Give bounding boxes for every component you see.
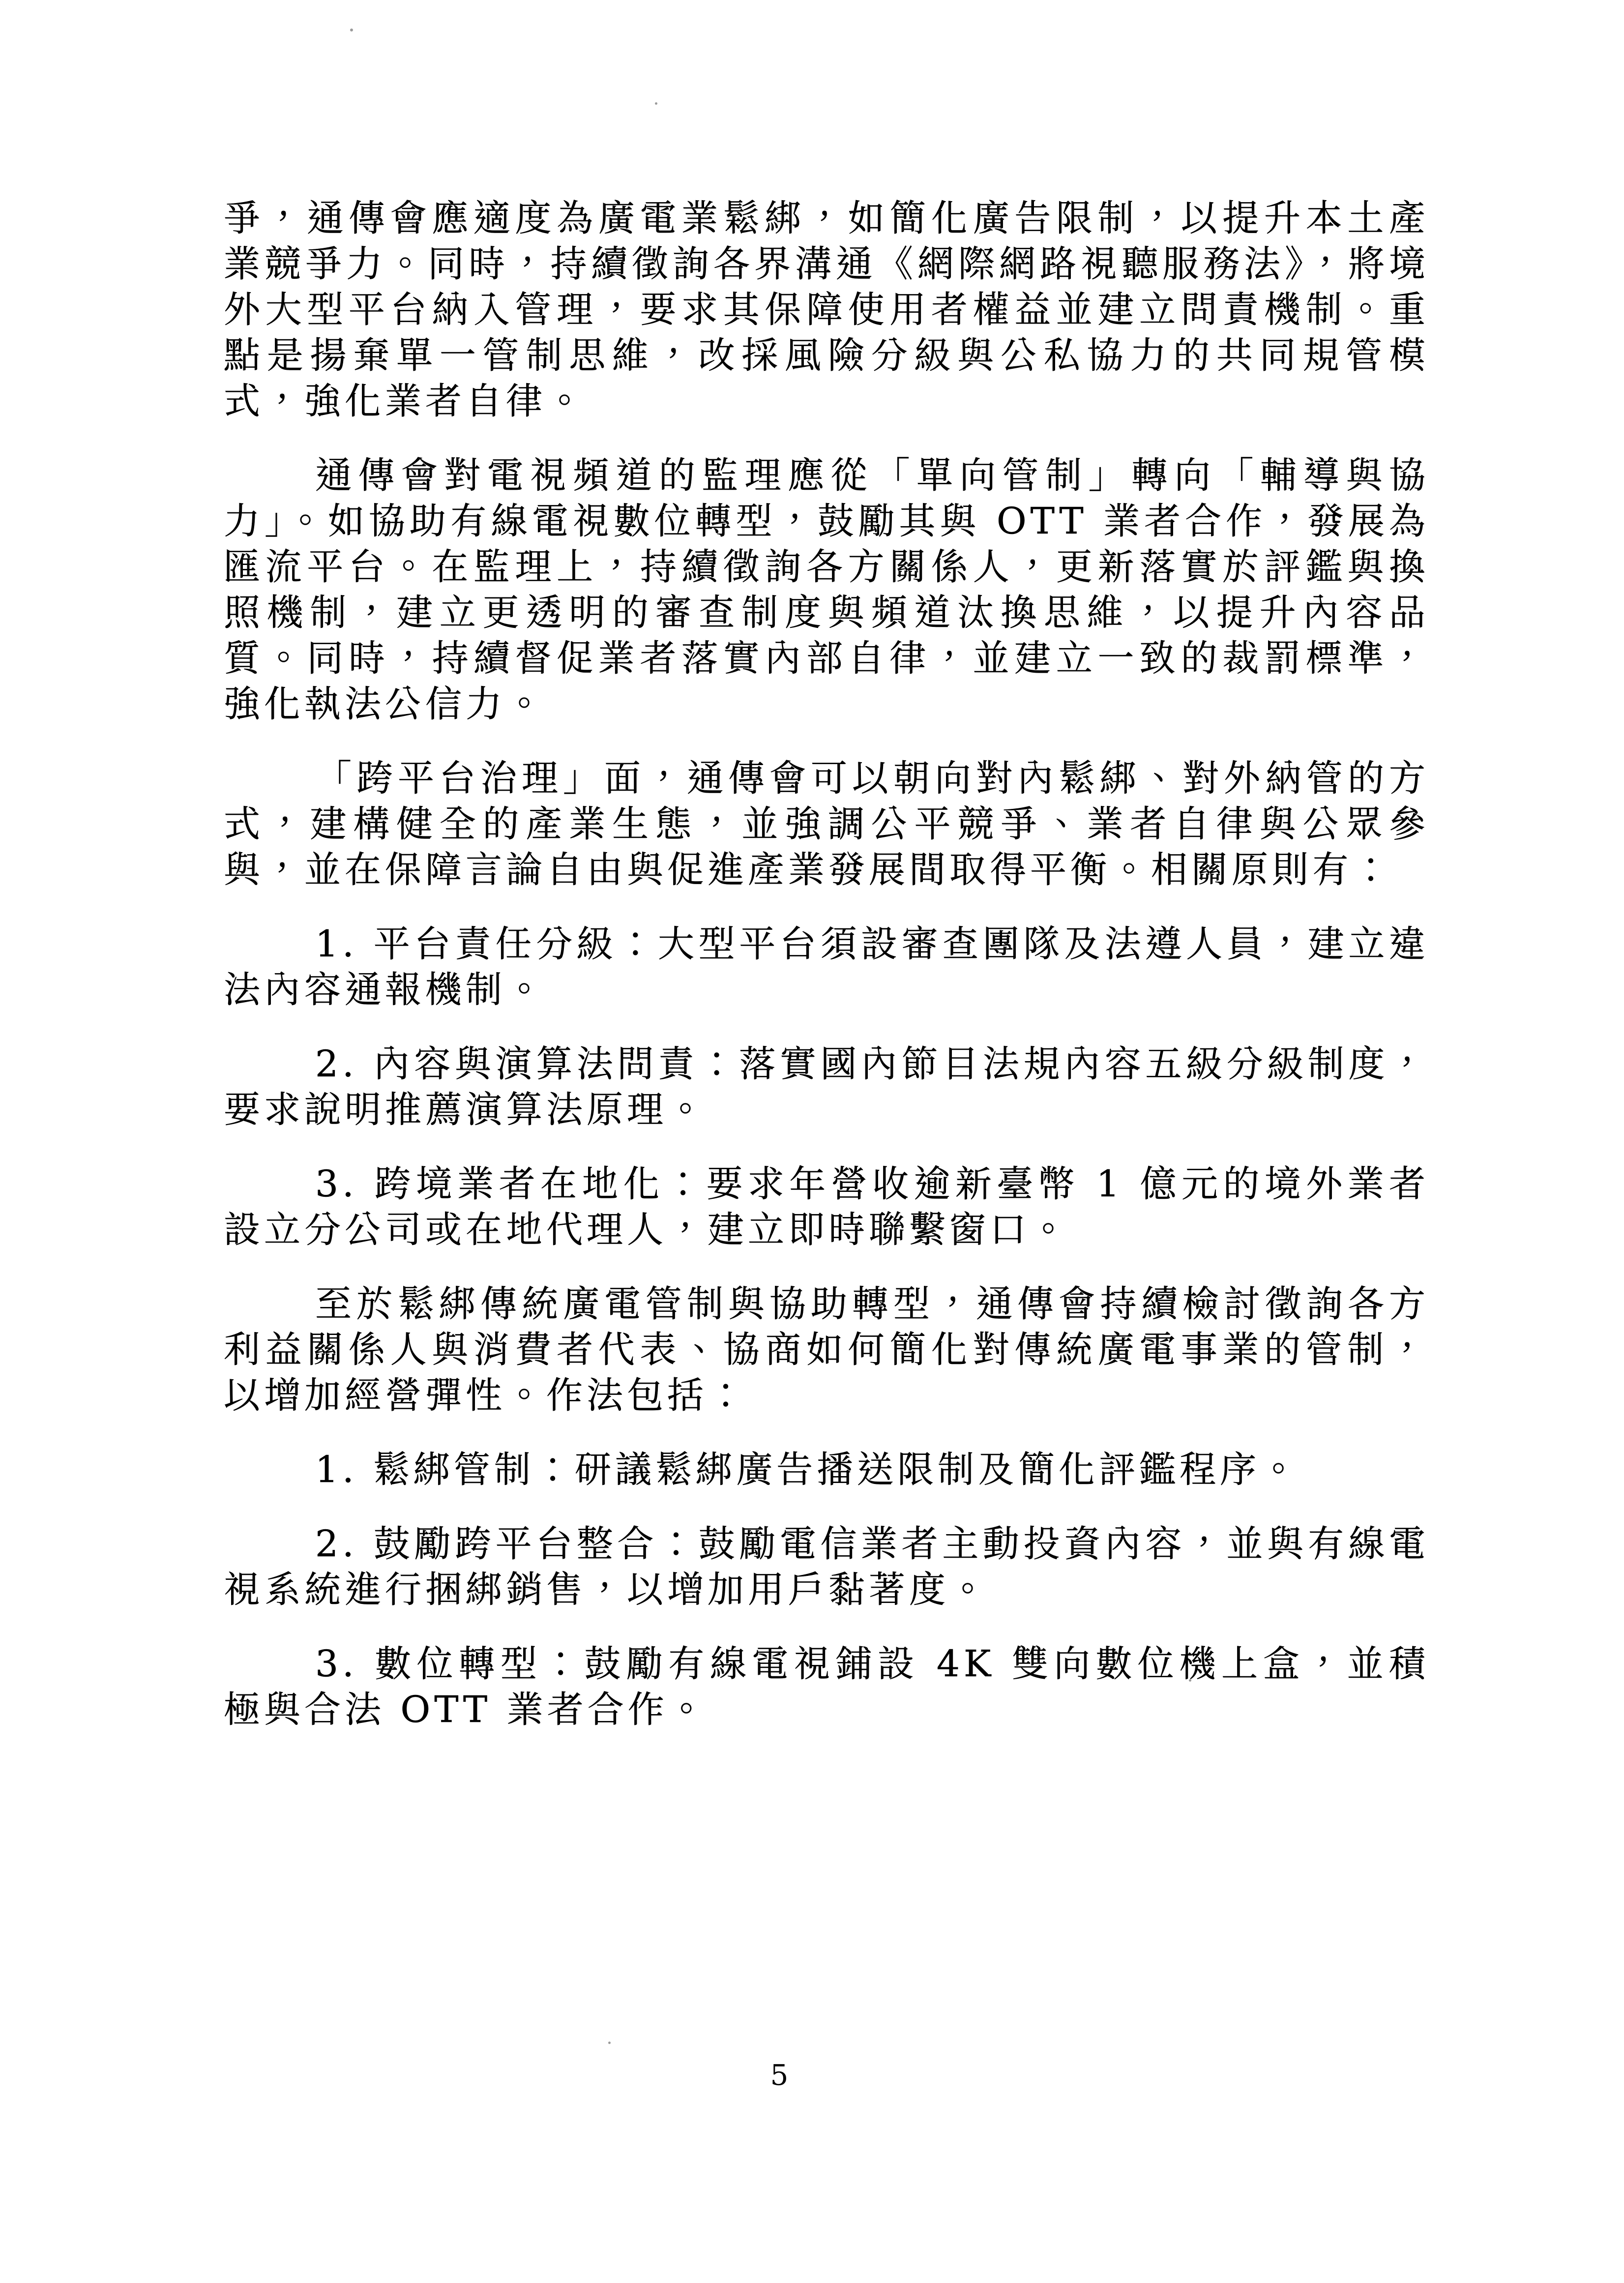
paragraph-tv-channel-regulation: 通傳會對電視頻道的監理應從「單向管制」轉向「輔導與協力」。如協助有線電視數位轉型，鼓勵其與 OTT 業者合作，發展為匯流平台。在監理上，持續徵詢各方關係人，更新落實於評鑑與換照機制，建立更透明的審查制度與頻道汰換思維，以提升內容品質。同時，持續督促業者落實內部自律，並建立一致的裁罰標準，強化執法公信力。 <box>224 454 1429 725</box>
scan-noise-speck <box>608 2042 611 2044</box>
numbered-item-loosen-regulation: 1. 鬆綁管制：研議鬆綁廣告播送限制及簡化評鑑程序。 <box>315 1449 1301 1491</box>
numbered-item-content-algorithm-accountability: 2. 內容與演算法問責：落實國內節目法規內容五級分級制度，要求說明推薦演算法原理。 <box>224 1043 1429 1131</box>
numbered-item-platform-responsibility: 1. 平台責任分級：大型平台須設審查團隊及法遵人員，建立違法內容通報機制。 <box>224 923 1429 1011</box>
scan-noise-speck <box>350 29 353 31</box>
numbered-item-digital-transformation: 3. 數位轉型：鼓勵有線電視鋪設 4K 雙向數位機上盒，並積極與合法 OTT 業者合作。 <box>224 1643 1429 1731</box>
page-number: 5 <box>770 2058 789 2092</box>
numbered-item-cross-border-localization: 3. 跨境業者在地化：要求年營收逾新臺幣 1 億元的境外業者設立分公司或在地代理人，建立即時聯繫窗口。 <box>224 1163 1429 1251</box>
scan-noise-speck <box>655 102 657 105</box>
document-body <box>224 196 1429 1761</box>
paragraph-deregulation-and-transition: 至於鬆綁傳統廣電管制與協助轉型，通傳會持續檢討徵詢各方利益關係人與消費者代表、協商如何簡化對傳統廣電事業的管制，以增加經營彈性。作法包括： <box>224 1283 1429 1417</box>
paragraph-continued-from-previous-page: 爭，通傳會應適度為廣電業鬆綁，如簡化廣告限制，以提升本土產業競爭力。同時，持續徵詢各界溝通《網際網路視聽服務法》，將境外大型平台納入管理，要求其保障使用者權益並建立問責機制。重點是揚棄單一管制思維，改採風險分級與公私協力的共同規管模式，強化業者自律。 <box>224 197 1429 422</box>
numbered-item-cross-platform-integration: 2. 鼓勵跨平台整合：鼓勵電信業者主動投資內容，並與有線電視系統進行捆綁銷售，以增加用戶黏著度。 <box>224 1523 1429 1611</box>
paragraph-cross-platform-governance: 「跨平台治理」面，通傳會可以朝向對內鬆綁、對外納管的方式，建構健全的產業生態，並強調公平競爭、業者自律與公眾參與，並在保障言論自由與促進產業發展間取得平衡。相關原則有： <box>224 757 1429 891</box>
